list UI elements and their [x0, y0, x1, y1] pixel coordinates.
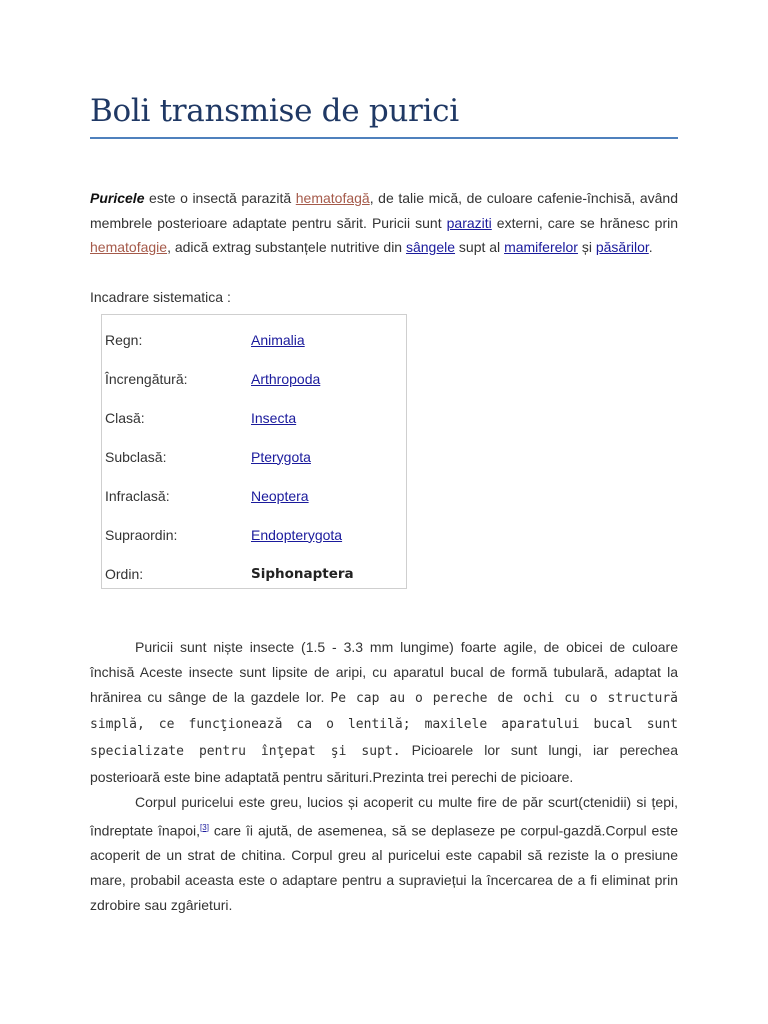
taxonomy-link-arthropoda[interactable]: Arthropoda — [251, 370, 321, 387]
paragraph-text: care îi ajută, de asemenea, să se deplaseze pe corpul-gazdă.Corpul este acoperit de un strat de chitina. Corpul greu al puricelui este capabil să reziste la o presiune mare, probabil aceasta este o adaptare pentru a supraviețui la încercarea de a fi eliminat prin zdrobire sau zgârieturi. — [90, 822, 678, 913]
taxonomy-rank: Subclasă: — [105, 448, 167, 465]
taxonomy-row — [105, 515, 354, 554]
title-underline — [90, 137, 678, 139]
link-hematofaga[interactable]: hematofagă — [295, 190, 370, 206]
body-text — [90, 635, 678, 917]
intro-lead: Puricele — [90, 190, 145, 206]
taxonomy-box — [101, 314, 407, 589]
taxonomy-link-insecta[interactable]: Insecta — [251, 409, 297, 426]
taxonomy-value-siphonaptera: Siphonaptera — [251, 566, 354, 582]
taxonomy-row — [105, 476, 354, 515]
paragraph-description — [90, 635, 678, 790]
classification-label: Incadrare sistematica : — [90, 289, 231, 305]
reference-link[interactable]: [3] — [200, 822, 209, 832]
paragraph-text: Puricii sunt niște insecte (1.5 - 3.3 mm lungime) foarte agile, de obicei de culoare închisă Aceste insecte sunt lipsite de aripi, cu aparatul bucal de formă tubulară, adaptat la hrănirea cu sânge de la gazdele lor. — [90, 639, 678, 705]
link-hematofagie[interactable]: hematofagie — [90, 239, 168, 255]
taxonomy-row — [105, 437, 354, 476]
intro-text: externi, care se hrănesc prin — [491, 214, 679, 231]
taxonomy-row — [105, 398, 354, 437]
taxonomy-rank: Încrengătură: — [105, 370, 188, 387]
link-sangele[interactable]: sângele — [405, 239, 456, 255]
intro-text: este o insectă parazită — [144, 190, 296, 206]
taxonomy-rank: Infraclasă: — [105, 487, 170, 504]
intro-text: , adică extrag substanțele nutritive din — [167, 239, 406, 255]
taxonomy-link-endopterygota[interactable]: Endopterygota — [251, 526, 343, 543]
taxonomy-rank: Supraordin: — [105, 526, 178, 543]
taxonomy-rank: Clasă: — [105, 409, 145, 426]
paragraph-body — [90, 790, 678, 918]
taxonomy-link-pterygota[interactable]: Pterygota — [251, 448, 311, 465]
link-mamiferelor[interactable]: mamiferelor — [504, 239, 578, 255]
taxonomy-table — [105, 320, 354, 593]
paragraph-text: Picioarele lor sunt lungi, iar perechea posterioară este bine adaptată pentru sărituri.Prezinta trei perechi de picioare. — [90, 742, 678, 785]
intro-text: supt al — [455, 239, 505, 255]
taxonomy-rank: Ordin: — [105, 565, 144, 582]
intro-text: și — [577, 239, 596, 255]
taxonomy-row — [105, 359, 354, 398]
taxonomy-rank: Regn: — [105, 331, 143, 348]
taxonomy-link-animalia[interactable]: Animalia — [251, 331, 305, 348]
link-paraziti[interactable]: paraziti — [446, 214, 492, 231]
link-pasarilor[interactable]: păsărilor — [595, 239, 649, 255]
page-title: Boli transmise de purici — [90, 93, 459, 129]
taxonomy-row — [105, 320, 354, 359]
intro-text: , de talie mică, de culoare cafenie-închisă, având membrele posterioare adaptate pentru sărit. Puricii sunt — [90, 190, 678, 231]
paragraph-text-highlight: Pe cap au o pereche de ochi cu o structură simplă, ce funcţionează ca o lentilă; maxilele aparatului bucal sunt specializate pentru înţepat şi supt. — [90, 690, 678, 760]
intro-paragraph — [90, 186, 678, 260]
taxonomy-row — [105, 554, 354, 593]
paragraph-text: Corpul puricelui este greu, lucios și acoperit cu multe fire de păr scurt(ctenidii) si țepi, îndreptate înapoi, — [90, 793, 678, 839]
taxonomy-link-neoptera[interactable]: Neoptera — [251, 487, 309, 504]
intro-text: . — [648, 239, 653, 255]
